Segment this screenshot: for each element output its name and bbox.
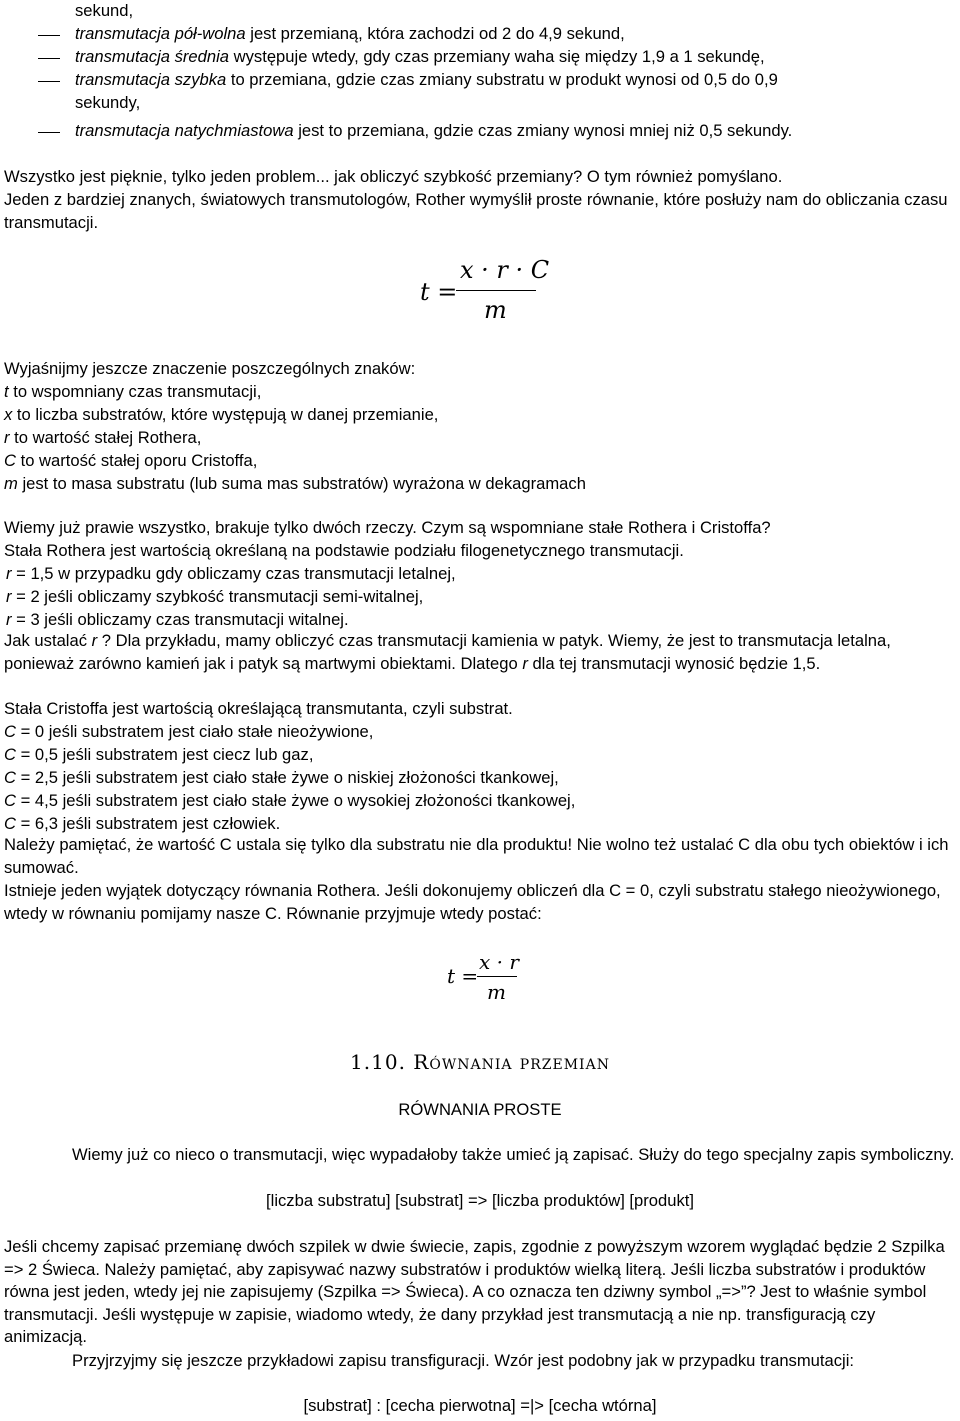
legend-item — [4, 405, 438, 425]
rother-formula — [420, 256, 550, 328]
bullet-dash — [38, 81, 60, 82]
section-subheading: RÓWNANIA PROSTE — [398, 1100, 562, 1119]
paragraph: Należy pamiętać, że wartość C ustala się tylko dla substratu nie dla produktu! Nie wolno też ustalać C dla obu tych obiektów i ich sumować. — [4, 835, 949, 877]
cristoff-value — [4, 814, 280, 834]
bullet-text: to przemiana, gdzie czas zmiany substratu w produkt wynosi od 0,5 do 0,9 — [226, 70, 778, 89]
bullet-term: transmutacja szybka — [75, 70, 227, 89]
bullet-continuation: sekundy, — [75, 93, 141, 112]
section-heading-text: 1.10. Równania przemian — [350, 1050, 610, 1074]
legend-item — [4, 451, 257, 471]
bullet-term: transmutacja średnia — [75, 47, 230, 66]
bullet-text: jest to przemiana, gdzie czas zmiany wynosi mniej niż 0,5 sekundy. — [293, 121, 793, 140]
rother-value — [6, 587, 423, 607]
formula-lhs: t = — [420, 278, 458, 306]
value-text: = 1,5 w przypadku gdy obliczamy czas transmutacji letalnej, — [11, 564, 456, 583]
paragraph — [4, 630, 957, 675]
paragraph-text: dla tej transmutacji wynosić będzie 1,5. — [527, 653, 821, 673]
value-symbol: C — [4, 814, 16, 833]
bullet-item — [75, 46, 765, 68]
legend-symbol: t — [4, 382, 9, 401]
bullet-item — [75, 69, 778, 91]
bullet-dash — [38, 35, 60, 36]
inline-symbol: r — [91, 631, 98, 650]
value-text: = 0,5 jeśli substratem jest ciecz lub gaz, — [15, 745, 314, 764]
paragraph: Wiemy już prawie wszystko, brakuje tylko dwóch rzeczy. Czym są wspomniane stałe Rothera i Cristoffa? — [4, 518, 771, 537]
bullet-text: jest przemianą, która zachodzi od 2 do 4,9 sekund, — [245, 24, 625, 43]
legend-intro: Wyjaśnijmy jeszcze znaczenie poszczególnych znaków: — [4, 359, 416, 378]
bullet-dash — [38, 58, 60, 59]
legend-item — [4, 428, 201, 448]
formula-numerator: x · r — [479, 950, 519, 974]
bullet-continuation: sekund, — [75, 1, 134, 20]
value-symbol: C — [4, 791, 16, 810]
legend-symbol: m — [4, 474, 18, 493]
bullet-term: transmutacja pół-wolna — [75, 24, 246, 43]
paragraph: Wszystko jest pięknie, tylko jeden problem... jak obliczyć szybkość przemiany? O tym również pomyślano. — [4, 167, 783, 186]
value-symbol: C — [4, 768, 16, 787]
paragraph: Jeśli chcemy zapisać przemianę dwóch szpilek w dwie świecie, zapis, zgodnie z powyższym wzorem wyglądać będzie 2 Szpilka => 2 Świeca. Należy pamiętać, aby zapisywać nazwy substratów i produktów wielką literą. Jeśli liczba substratów i produktów równa jest jeden, wtedy jej nie zapisujemy (Szpilka => Świeca). A co oznacza ten dziwny symbol „=>”? Jest to właśnie symbol transmutacji. Jeśli występuje w zapisie, wiadomo wtedy, że dany przykład jest transmutacją a nie np. transfiguracją czy animizacją. — [4, 1237, 945, 1347]
legend-text: to wartość stałej oporu Cristoffa, — [15, 451, 258, 470]
formula-denominator: m — [487, 980, 506, 1004]
value-text: = 6,3 jeśli substratem jest człowiek. — [15, 814, 281, 833]
formula-numerator: x · r · C — [460, 256, 550, 284]
paragraph: Przyjrzyjmy się jeszcze przykładowi zapisu transfiguracji. Wzór jest podobny jak w przypadku transmutacji: — [72, 1351, 855, 1370]
cristoff-value — [4, 745, 313, 765]
value-text: = 2,5 jeśli substratem jest ciało stałe żywe o niskiej złożoności tkankowej, — [15, 768, 559, 787]
paragraph: Stała Rothera jest wartością określaną na podstawie podziału filogenetycznego transmutacji. — [4, 541, 684, 560]
rother-value — [6, 610, 349, 630]
legend-text: to wartość stałej Rothera, — [9, 428, 202, 447]
bullet-text: występuje wtedy, gdy czas przemiany waha się między 1,9 a 1 sekundę, — [229, 47, 765, 66]
paragraph: Stała Cristoffa jest wartością określającą transmutanta, czyli substrat. — [4, 699, 513, 718]
value-text: = 4,5 jeśli substratem jest ciało stałe żywe o wysokiej złożoności tkankowej, — [15, 791, 576, 810]
value-text: = 2 jeśli obliczamy szybkość transmutacji semi-witalnej, — [11, 587, 424, 606]
value-symbol: C — [4, 722, 16, 741]
inline-symbol: r — [522, 653, 528, 673]
rother-value — [6, 564, 456, 584]
section-heading — [0, 1050, 960, 1074]
bullet-item — [75, 120, 792, 142]
formula-denominator: m — [484, 296, 507, 324]
legend-text: jest to masa substratu (lub suma mas substratów) wyrażona w dekagramach — [17, 474, 586, 493]
formula-lhs: t = — [447, 964, 479, 988]
paragraph-text: Jak ustalać — [4, 631, 92, 650]
value-symbol: r — [6, 564, 12, 583]
value-symbol: C — [4, 745, 16, 764]
pattern-line: [substrat] : [cecha pierwotna] =|> [cecha wtórna] — [303, 1396, 657, 1415]
paragraph: Jeden z bardziej znanych, światowych transmutologów, Rother wymyślił proste równanie, które posłuży nam do obliczania czasu transmutacji. — [4, 190, 948, 232]
fraction-bar — [477, 976, 517, 977]
paragraph: Wiemy już co nieco o transmutacji, więc wypadałoby także umieć ją zapisać. Służy do tego specjalny zapis symboliczny. — [72, 1145, 955, 1164]
value-text: = 3 jeśli obliczamy czas transmutacji witalnej. — [11, 610, 349, 629]
cristoff-value — [4, 768, 559, 788]
legend-item — [4, 474, 586, 494]
legend-symbol: C — [4, 451, 16, 470]
pattern-line: [liczba substratu] [substrat] => [liczba produktów] [produkt] — [266, 1191, 694, 1210]
value-symbol: r — [6, 610, 12, 629]
rother-formula-simplified — [447, 950, 527, 1010]
fraction-bar — [456, 290, 536, 291]
bullet-dash — [38, 132, 60, 133]
legend-text: to wspomniany czas transmutacji, — [8, 382, 262, 401]
legend-item — [4, 382, 261, 402]
legend-text: to liczba substratów, które występują w danej przemianie, — [12, 405, 439, 424]
value-symbol: r — [6, 587, 12, 606]
legend-symbol: r — [4, 428, 10, 447]
bullet-term: transmutacja natychmiastowa — [75, 121, 294, 140]
paragraph-text: ? Dla przykładu, mamy obliczyć czas transmutacji kamienia w patyk. Wiemy, że jest to transmutacja letalna, ponieważ zarówno kamień jak i patyk są martwymi obiektami. Dlatego — [4, 631, 891, 673]
cristoff-value — [4, 722, 373, 742]
bullet-item — [75, 23, 625, 45]
cristoff-value — [4, 791, 575, 811]
paragraph: Istnieje jeden wyjątek dotyczący równania Rothera. Jeśli dokonujemy obliczeń dla C = 0, czyli substratu stałego nieożywionego, wtedy w równaniu pomijamy nasze C. Równanie przyjmuje wtedy postać: — [4, 881, 941, 923]
value-text: = 0 jeśli substratem jest ciało stałe nieożywione, — [15, 722, 374, 741]
legend-symbol: x — [4, 405, 13, 424]
